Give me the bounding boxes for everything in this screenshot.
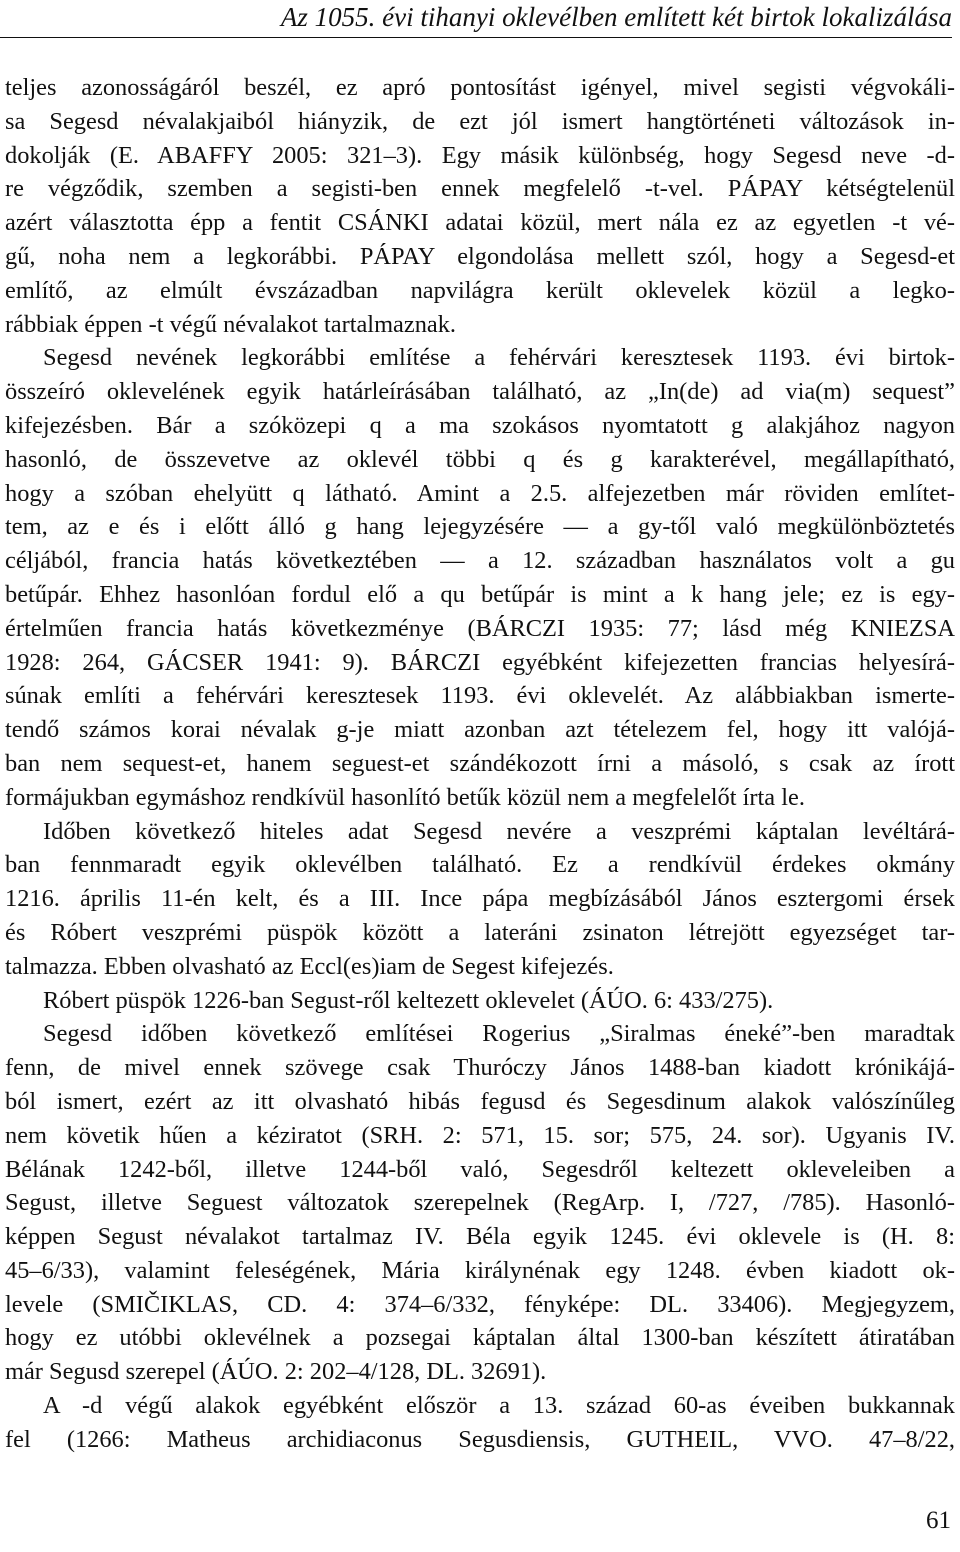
paragraph-first-line: Időben következő hiteles adat Segesd nevére a veszprémi káptalan levéltárá- [43,817,955,845]
text-line: sa Segesd névalakjaiból hiányzik, de ezt jól ismert hangtörténeti változások in- [5,107,955,135]
paragraph-first-line: Segesd időben következő említései Rogerius „Siralmas éneké”-ben maradtak [43,1020,955,1048]
text-line: említő, az elmúlt évszázadban napvilágra került oklevelek közül a legko- [5,276,955,304]
paragraph-first-line: A -d végű alakok egyébként először a 13. század 60-as éveiben bukkannak [43,1392,955,1420]
text-line: azért választotta épp a fentit CSÁNKI adatai közül, mert nála ez az egyetlen -t vé- [5,209,955,237]
text-line: rábbiak éppen -t végű névalakot tartalmaznak. [5,310,457,338]
text-line: teljes azonosságáról beszél, ez apró pontosítást igényel, mivel segisti végvokáli- [5,74,955,101]
text-line: gű, noha nem a legkorábbi. PÁPAY elgondolása mellett szól, hogy a Segesd-et [5,242,955,270]
text-line: talmazza. Ebben olvasható az Eccl(es)iam de Segest kifejezés. [5,952,614,980]
text-line: már Segusd szerepel (ÁÚO. 2: 202–4/128, DL. 32691). [5,1358,547,1386]
text-line: és Róbert veszprémi püspök között a lateráni zsinaton létrejött egyezséget tar- [5,918,955,946]
text-line: 1928: 264, GÁCSER 1941: 9). BÁRCZI egyébként kifejezetten francias helyesírá- [5,648,955,676]
text-line: Segust, illetve Seguest változatok szerepelnek (RegArp. I, /727, /785). Hasonló- [5,1189,955,1217]
running-header: Az 1055. évi tihanyi oklevélben említett két birtok lokalizálása [280,2,952,32]
text-line: Bélának 1242-ből, illetve 1244-ből való, Segesdről keltezett okleveleiben a [5,1155,955,1183]
text-line: összeíró oklevelének egyik határleírásában található, az „In(de) ad via(m) sequest” [5,378,955,406]
text-line: hogy a szóban ehelyütt q látható. Amint a 2.5. alfejezetben már röviden említet- [5,479,955,507]
paragraph-first-line: Róbert püspök 1226-ban Segust-ről keltezett oklevelet (ÁÚO. 6: 433/275). [43,986,774,1014]
text-line: fenn, de mivel ennek szövege csak Thuróczy János 1488-ban kiadott krónikájá- [5,1054,955,1082]
text-line: tem, az e és i előtt álló g hang lejegyzésére — a gy-től való megkülönböztetés [5,513,955,541]
text-line: képpen Segust névalakot tartalmaz IV. Béla egyik 1245. évi oklevele is (H. 8: [5,1223,955,1251]
text-line: hogy ez utóbbi oklevélnek a pozsegai káptalan által 1300-ban készített átiratában [5,1324,955,1352]
text-line: 45–6/33), valamint feleségének, Mária királynénak egy 1248. évben kiadott ok- [5,1256,955,1284]
text-line: ból ismert, ezért az itt olvasható hibás fegusd és Segesdinum alakok valószínűleg [5,1087,955,1115]
header-rule [0,37,952,38]
text-line: formájukban egymáshoz rendkívül hasonlító betűk közül nem a megfelelőt írta le. [5,783,805,811]
text-line: fel (1266: Matheus archidiaconus Segusdiensis, GUTHEIL, VVO. 47–8/22, [5,1425,955,1453]
page-number: 61 [926,1507,951,1534]
text-line: súnak említi a fehérvári keresztesek 1193. évi oklevelét. Az alábbiakban ismerte- [5,682,955,710]
text-line: betűpár. Ehhez hasonlóan fordul elő a qu betűpár is mint a k hang jele; ez is egy- [5,580,955,608]
text-line: 1216. április 11-én kelt, és a III. Ince pápa megbízásából János esztergomi érsek [5,885,955,913]
text-line: levele (SMIČIKLAS, CD. 4: 374–6/332, fényképe: DL. 33406). Megjegyzem, [5,1290,955,1318]
text-line: dokolják (E. ABAFFY 2005: 321–3). Egy másik különbség, hogy Segesd neve -d- [5,141,955,169]
text-line: kifejezésben. Bár a szóközepi q a ma szokásos nyomtatott g alakjához nagyon [5,411,955,439]
body-text [5,71,955,1457]
paragraph-first-line: Segesd nevének legkorábbi említése a fehérvári keresztesek 1193. évi birtok- [43,344,955,372]
text-line: céljából, francia hatás következtében — a 12. században használatos volt a gu [5,547,955,575]
text-line: értelműen francia hatás következménye (BÁRCZI 1935: 77; lásd még KNIEZSA [5,614,955,642]
text-line: re végződik, szemben a segisti-ben ennek megfelelő -t-vel. PÁPAY kétségtelenül [5,175,955,203]
text-line: ban nem sequest-et, hanem seguest-et szándékozott írni a másoló, s csak az írott [5,749,955,777]
text-line: ban fennmaradt egyik oklevélben található. Ez a rendkívül érdekes okmány [5,851,955,879]
text-line: hasonló, de összevetve az oklevél többi q és g karakterével, megállapítható, [5,445,955,473]
text-line: tendő számos korai névalak g-je miatt azonban azt tételezem fel, hogy itt valójá- [5,716,955,744]
text-line: nem követik hűen a kéziratot (SRH. 2: 571, 15. sor; 575, 24. sor). Ugyanis IV. [5,1121,955,1149]
